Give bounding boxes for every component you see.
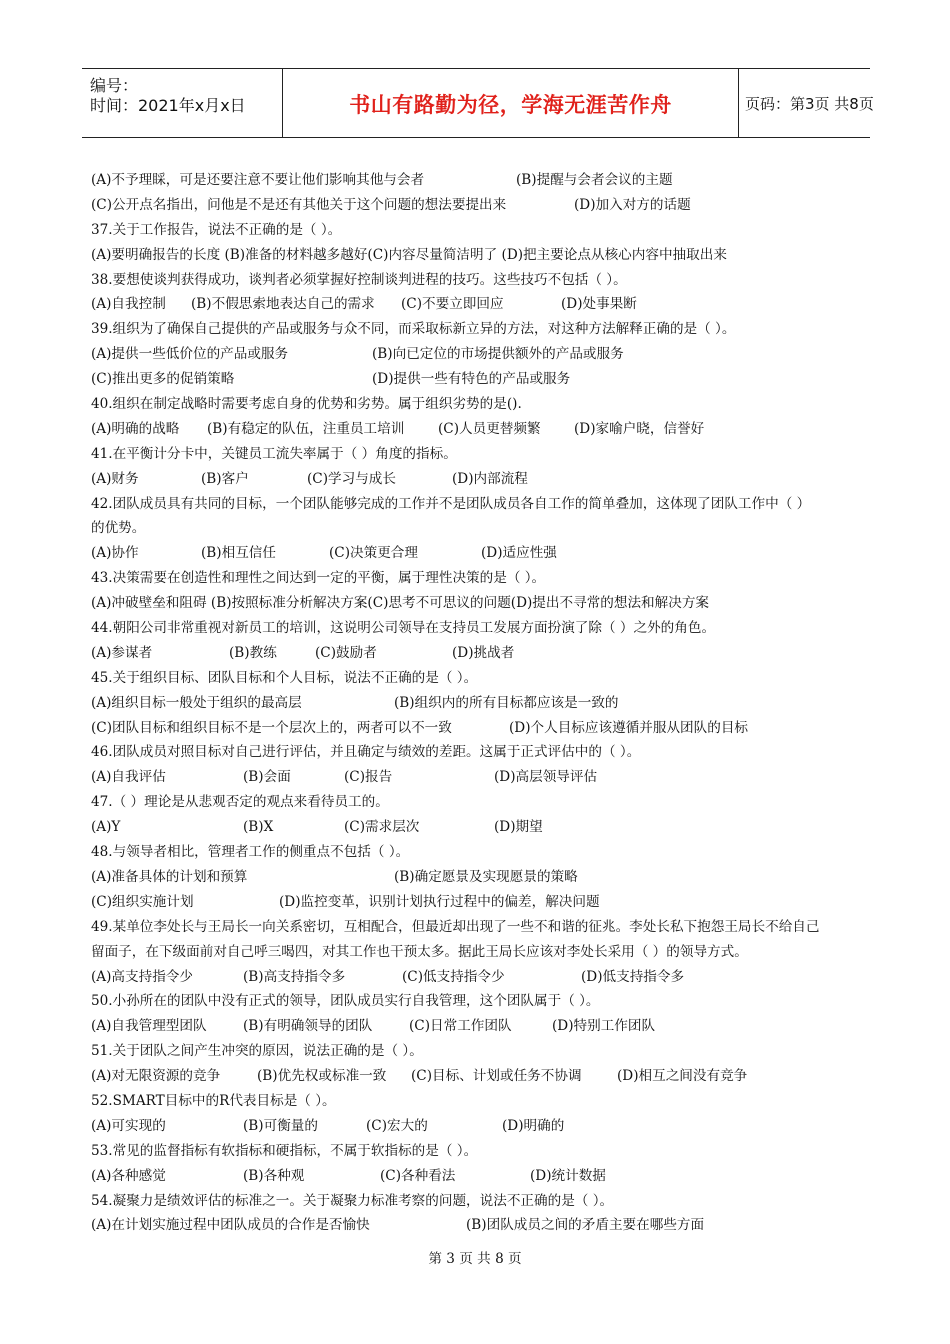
option-item: (B)向已定位的市场提供额外的产品或服务	[372, 346, 624, 363]
option-item: (C)决策更合理	[329, 545, 418, 562]
header-page-cell	[739, 69, 874, 137]
page-code: 页码：第3页 共8页	[745, 95, 874, 113]
option-item: (D)家喻户晓，信誉好	[574, 420, 705, 437]
option-item: (C)团队目标和组织目标不是一个层次上的，两者可以不一致	[91, 719, 452, 736]
option-row	[91, 1213, 866, 1238]
question-line: (A)冲破壁垒和阻碍 (B)按照标准分析解决方案(C)思考不可思议的问题(D)提出不寻常的想法和解决方案	[91, 595, 710, 612]
option-item: (D)内部流程	[452, 470, 528, 487]
option-item: (C)学习与成长	[307, 470, 396, 487]
option-row	[91, 865, 866, 890]
question-line: (A)要明确报告的长度 (B)准备的材料越多越好(C)内容尽量简洁明了 (D)把主要论点从核心内容中抽取出来	[91, 246, 727, 263]
option-item: (A)可实现的	[91, 1117, 166, 1134]
option-item: (B)不假思索地表达自己的需求	[191, 296, 375, 313]
motto-text: 书山有路勤为径，学海无涯苦作舟	[349, 93, 672, 117]
option-item: (A)协作	[91, 545, 139, 562]
option-item: (A)财务	[91, 470, 139, 487]
question-line: 的优势。	[91, 520, 146, 537]
option-item: (B)优先权或标准一致	[257, 1068, 387, 1085]
option-item: (B)相互信任	[201, 545, 276, 562]
question-line: 38.要想使谈判获得成功，谈判者必须掌握好控制谈判进程的技巧。这些技巧不包括（ ）。	[91, 271, 627, 288]
option-row	[91, 541, 866, 566]
option-row	[91, 965, 866, 990]
option-item: (D)高层领导评估	[494, 769, 598, 786]
option-item: (B)确定愿景及实现愿景的策略	[394, 868, 578, 885]
question-line: 44.朝阳公司非常重视对新员工的培训，这说明公司领导在支持员工发展方面扮演了除（ ）之外的角色。	[91, 620, 716, 637]
option-item: (B)提醒与会者会议的主题	[516, 172, 673, 188]
option-item: (B)客户	[201, 470, 249, 487]
option-row	[91, 765, 866, 790]
option-item: (C)低支持指令少	[402, 968, 505, 985]
question-line: 41.在平衡计分卡中，关键员工流失率属于（ ）角度的指标。	[91, 445, 457, 462]
option-item: (C)需求层次	[344, 819, 420, 836]
question-line: 47.（ ）理论是从悲观否定的观点来看待员工的。	[91, 794, 389, 811]
question-line: 45.关于组织目标、团队目标和个人目标，说法不正确的是（ ）。	[91, 669, 478, 686]
question-line: 46.团队成员对照目标对自己进行评估，并且确定与绩效的差距。这属于正式评估中的（ ）。	[91, 744, 641, 761]
question-line: 40.组织在制定战略时需要考虑自身的优势和劣势。属于组织劣势的是().	[91, 396, 522, 413]
option-row	[91, 641, 866, 666]
question-line: 54.凝聚力是绩效评估的标准之一。关于凝聚力标准考察的问题，说法不正确的是（ ）。	[91, 1192, 614, 1209]
option-row	[91, 815, 866, 840]
option-item: (B)会面	[243, 769, 291, 786]
question-line: 37.关于工作报告，说法不正确的是（ ）。	[91, 221, 342, 238]
option-item: (C)人员更替频繁	[438, 420, 541, 437]
option-item: (A)明确的战略	[91, 420, 180, 437]
option-item: (C)日常工作团队	[409, 1018, 512, 1035]
option-item: (C)公开点名指出，问他是不是还有其他关于这个问题的想法要提出来	[91, 196, 507, 213]
option-item: (B)各种观	[243, 1167, 305, 1184]
option-item: (C)组织实施计划	[91, 893, 194, 910]
option-item: (B)可衡量的	[243, 1117, 318, 1134]
option-item: (A)提供一些低价位的产品或服务	[91, 346, 289, 363]
option-row	[91, 890, 866, 915]
question-line: 39.组织为了确保自己提供的产品或服务与众不同，而采取标新立异的方法，对这种方法解释正确的是（ ）。	[91, 321, 736, 338]
option-item: (A)高支持指令少	[91, 968, 193, 985]
option-item: (A)准备具体的计划和预算	[91, 868, 248, 885]
option-item: (C)报告	[344, 769, 393, 786]
option-item: (D)加入对方的话题	[574, 196, 691, 213]
option-item: (B)X	[243, 819, 274, 836]
question-content	[91, 168, 866, 1238]
option-item: (D)统计数据	[530, 1167, 606, 1184]
option-item: (D)个人目标应该遵循并服从团队的目标	[509, 719, 749, 736]
question-line: 42.团队成员具有共同的目标，一个团队能够完成的工作并不是团队成员各自工作的简单叠加，这体现了团队工作中（ ）	[91, 495, 811, 512]
option-row	[91, 367, 866, 392]
doc-time-label: 时间：2021年x月x日	[90, 96, 246, 115]
option-row	[91, 1164, 866, 1189]
option-item: (D)挑战者	[452, 644, 515, 661]
option-item: (D)适应性强	[481, 545, 557, 562]
header-motto-cell	[282, 69, 739, 137]
page-footer	[0, 1247, 950, 1267]
option-item: (C)各种看法	[380, 1167, 456, 1184]
option-item: (C)目标、计划或任务不协调	[411, 1068, 582, 1085]
option-item: (A)Y	[91, 819, 121, 836]
option-item: (B)组织内的所有目标都应该是一致的	[394, 694, 619, 711]
option-row	[91, 1064, 866, 1089]
question-line: 48.与领导者相比，管理者工作的侧重点不包括（ ）。	[91, 844, 410, 861]
option-item: (D)期望	[494, 819, 543, 836]
option-item: (A)参谋者	[91, 644, 153, 661]
option-item: (C)宏大的	[366, 1117, 428, 1134]
option-item: (D)处事果断	[561, 296, 637, 313]
option-item: (B)有明确领导的团队	[243, 1018, 373, 1035]
doc-number-label: 编号：	[90, 76, 139, 95]
option-item: (A)自我控制	[91, 296, 166, 313]
option-row	[91, 168, 866, 193]
question-line: 51.关于团队之间产生冲突的原因，说法正确的是（ ）。	[91, 1043, 423, 1060]
option-row	[91, 1014, 866, 1039]
header-meta	[82, 69, 282, 137]
option-item: (A)在计划实施过程中团队成员的合作是否愉快	[91, 1217, 370, 1234]
option-item: (B)教练	[229, 644, 277, 661]
option-item: (A)不予理睬，可是还要注意不要让他们影响其他与会者	[91, 172, 425, 188]
footer-page-number: 第 3 页 共 8 页	[428, 1251, 522, 1267]
option-item: (A)自我管理型团队	[91, 1018, 207, 1035]
question-line: 43.决策需要在创造性和理性之间达到一定的平衡，属于理性决策的是（ ）。	[91, 570, 546, 587]
question-line: 留面子，在下级面前对自己呼三喝四，对其工作也干预太多。据此王局长应该对李处长采用（ ）的领导方式。	[91, 943, 748, 960]
option-item: (A)组织目标一般处于组织的最高层	[91, 694, 302, 711]
question-line: 52.SMART目标中的R代表目标是（ ）。	[91, 1092, 336, 1109]
option-row	[91, 467, 866, 492]
option-item: (B)团队成员之间的矛盾主要在哪些方面	[466, 1217, 705, 1234]
option-row	[91, 193, 866, 218]
option-item: (D)提供一些有特色的产品或服务	[372, 371, 571, 388]
option-row	[91, 716, 866, 741]
option-row	[91, 1114, 866, 1139]
option-row	[91, 691, 866, 716]
option-item: (D)明确的	[502, 1117, 565, 1134]
option-item: (D)特别工作团队	[552, 1018, 656, 1035]
page-header	[82, 68, 874, 138]
option-item: (A)自我评估	[91, 769, 166, 786]
option-item: (C)鼓励者	[315, 644, 377, 661]
question-line: 49.某单位李处长与王局长一向关系密切，互相配合，但最近却出现了一些不和谐的征兆。李处长私下抱怨王局长不给自己	[91, 918, 820, 935]
option-item: (A)各种感觉	[91, 1167, 166, 1184]
option-item: (D)监控变革，识别计划执行过程中的偏差，解决问题	[279, 893, 600, 910]
option-item: (D)相互之间没有竞争	[617, 1068, 748, 1085]
question-line: 53.常见的监督指标有软指标和硬指标，不属于软指标的是（ ）。	[91, 1142, 478, 1159]
question-line: 50.小孙所在的团队中没有正式的领导，团队成员实行自我管理，这个团队属于（ ）。	[91, 993, 600, 1010]
option-item: (C)不要立即回应	[401, 296, 504, 313]
option-item: (D)低支持指令多	[581, 968, 685, 985]
option-row	[91, 342, 866, 367]
option-row	[91, 292, 866, 317]
option-row	[91, 417, 866, 442]
option-item: (B)高支持指令多	[243, 968, 346, 985]
option-item: (C)推出更多的促销策略	[91, 371, 235, 388]
option-item: (B)有稳定的队伍，注重员工培训	[207, 420, 405, 437]
option-item: (A)对无限资源的竞争	[91, 1068, 221, 1085]
